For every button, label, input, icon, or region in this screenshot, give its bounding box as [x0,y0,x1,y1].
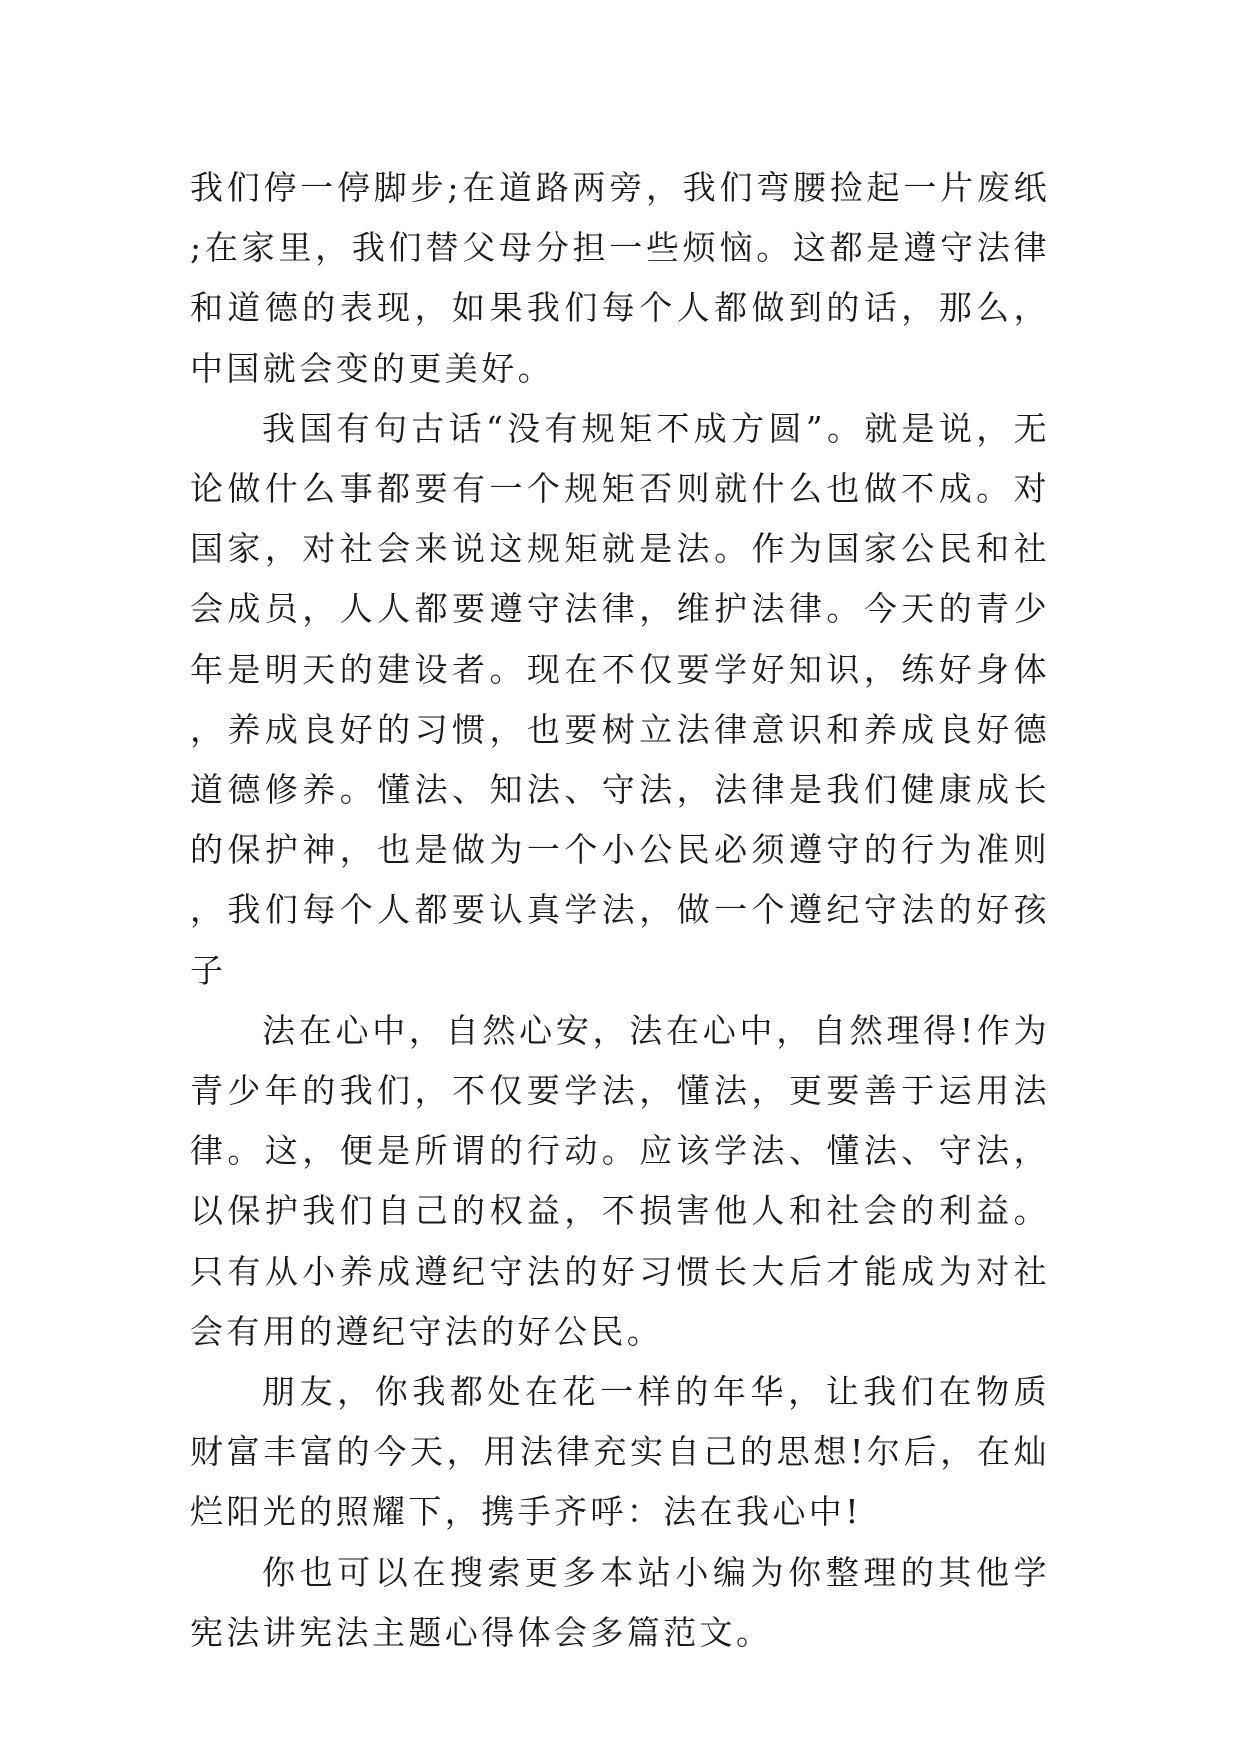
paragraph-2: 我国有句古话“没有规矩不成方圆”。就是说，无论做什么事都要有一个规矩否则就什么也做不成。对国家，对社会来说这规矩就是法。作为国家公民和社会成员，人人都要遵守法律，维护法律。今天的青少年是明天的建设者。现在不仅要学好知识，练好身体，养成良好的习惯，也要树立法律意识和养成良好德道德修养。懂法、知法、守法，法律是我们健康成长的保护神，也是做为一个小公民必须遵守的行为准则，我们每个人都要认真学法，做一个遵纪守法的好孩子 [190,408,1050,990]
paragraph-4: 朋友，你我都处在花一样的年华，让我们在物质财富丰富的今天，用法律充实自己的思想!尔后，在灿烂阳光的照耀下，携手齐呼：法在我心中! [190,1372,1050,1532]
paragraph-3: 法在心中，自然心安，法在心中，自然理得!作为青少年的我们，不仅要学法，懂法，更要善于运用法律。这，便是所谓的行动。应该学法、懂法、守法，以保护我们自己的权益，不损害他人和社会的利益。只有从小养成遵纪守法的好习惯长大后才能成为对社会有用的遵纪守法的好公民。 [190,1010,1050,1351]
document-body [190,158,1050,1663]
paragraph-1: 我们停一停脚步;在道路两旁，我们弯腰捡起一片废纸;在家里，我们替父母分担一些烦恼。这都是遵守法律和道德的表现，如果我们每个人都做到的话，那么，中国就会变的更美好。 [190,168,1050,388]
paragraph-5: 你也可以在搜索更多本站小编为你整理的其他学宪法讲宪法主题心得体会多篇范文。 [190,1552,1050,1652]
